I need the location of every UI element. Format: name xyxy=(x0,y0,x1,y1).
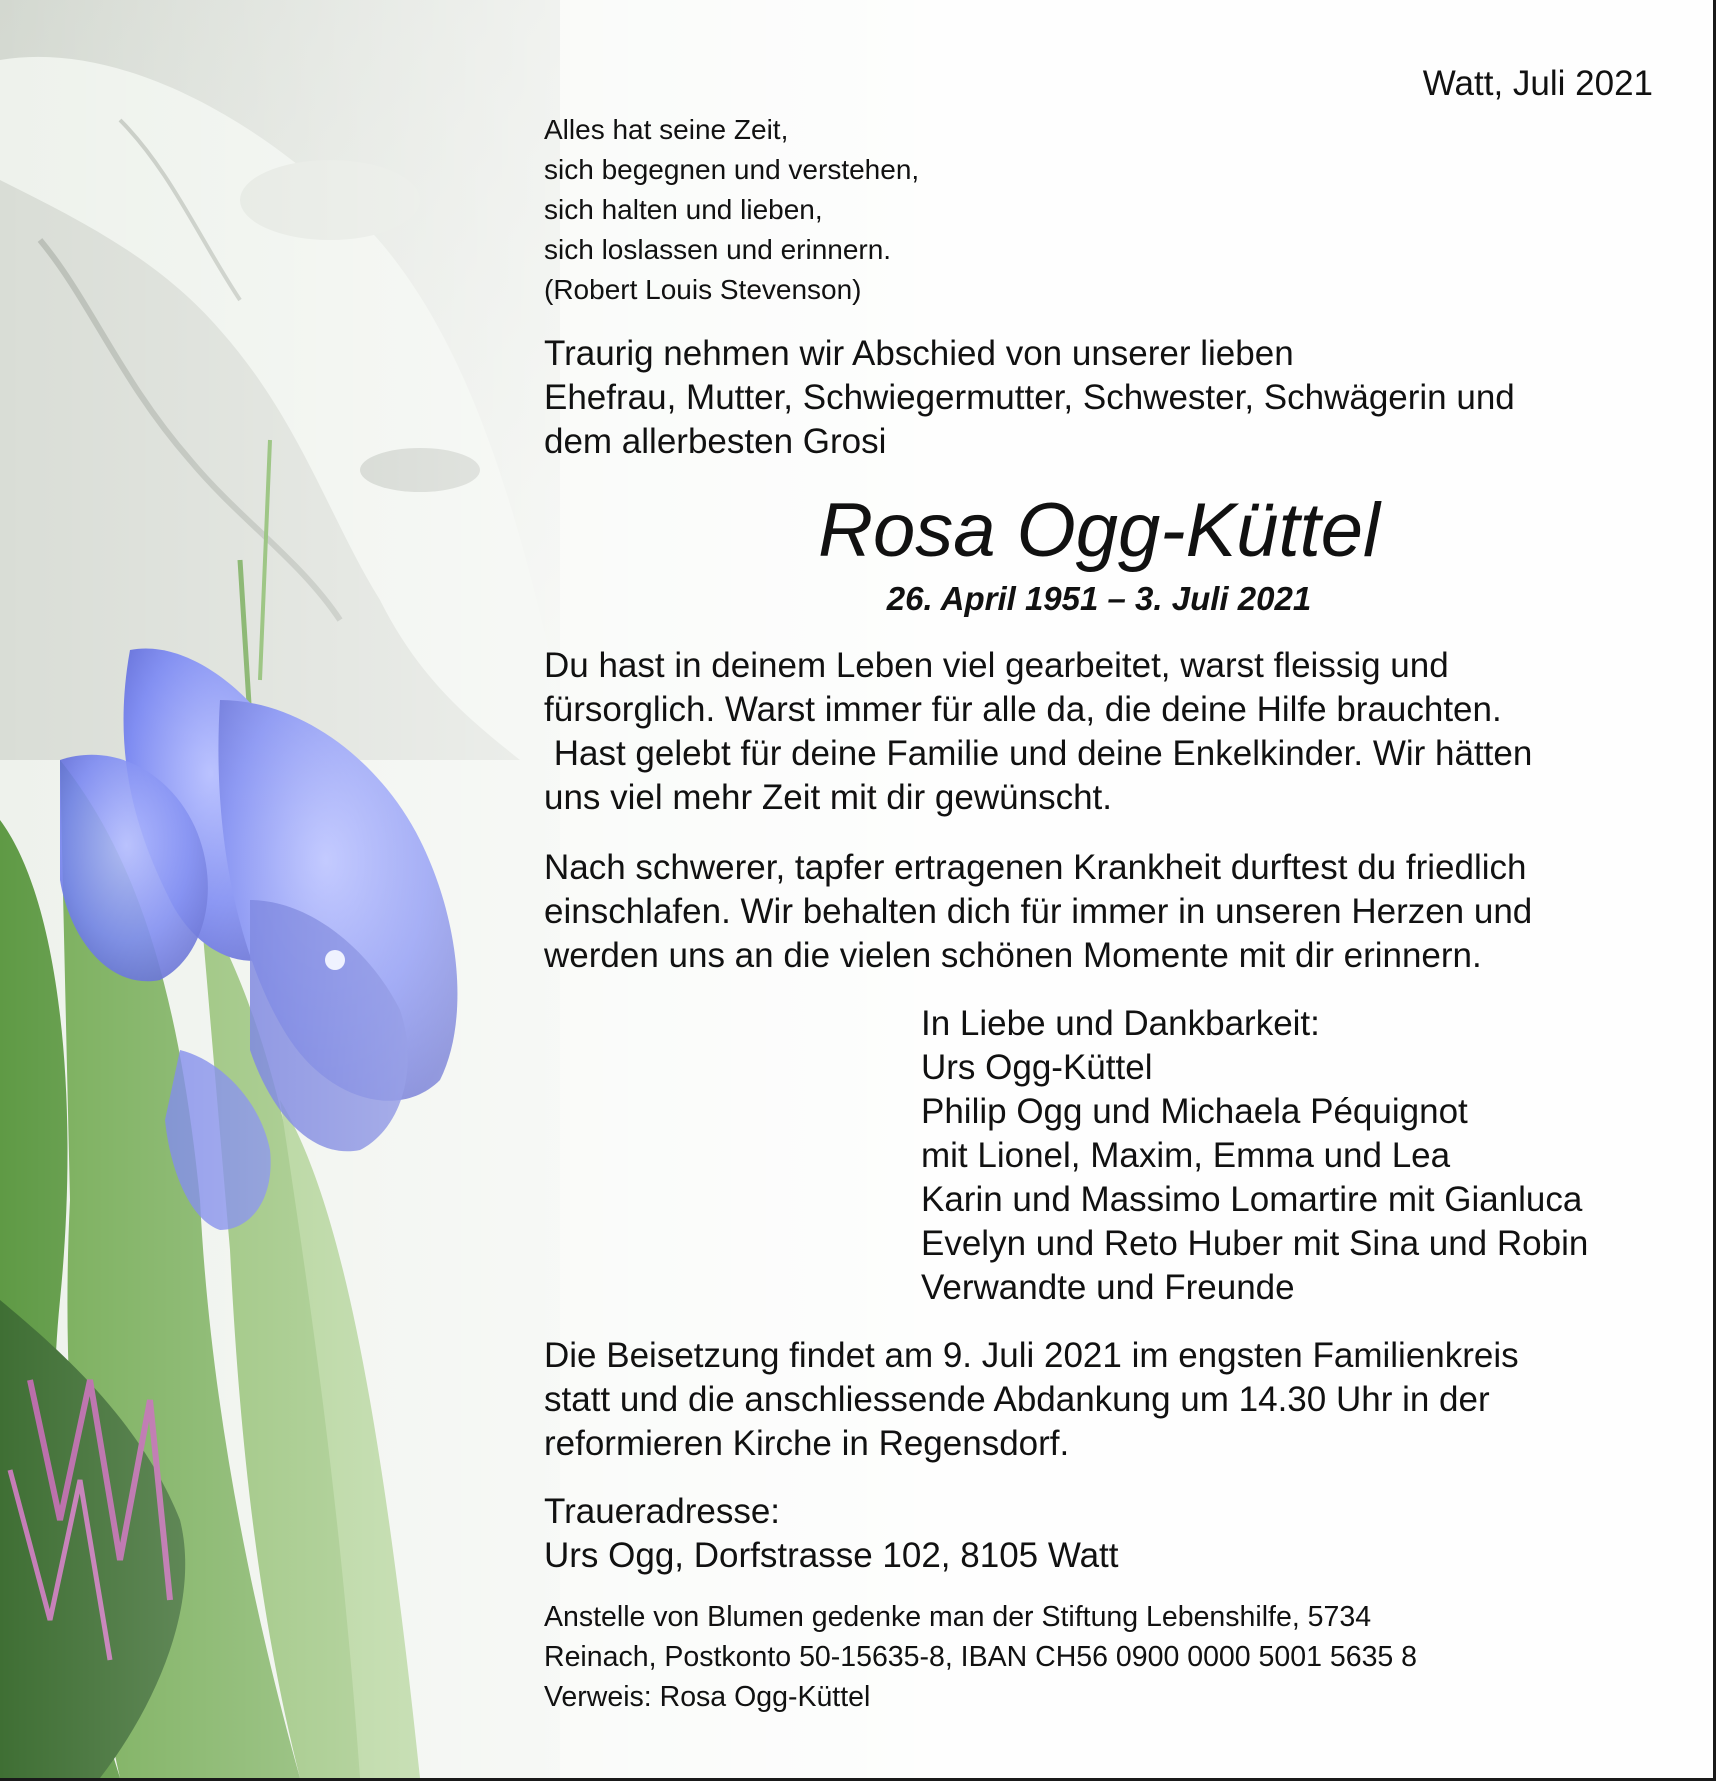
tribute-paragraph xyxy=(544,644,1664,820)
tribute-line: fürsorglich. Warst immer für alle da, die deine Hilfe brauchten. xyxy=(544,690,1502,729)
intro-line: Traurig nehmen wir Abschied von unserer lieben xyxy=(544,334,1294,373)
intro-line: dem allerbesten Grosi xyxy=(544,422,887,461)
donation-note xyxy=(544,1597,1417,1717)
poem-quote xyxy=(544,110,919,310)
funeral-line: Die Beisetzung findet am 9. Juli 2021 im engsten Familienkreis xyxy=(544,1336,1519,1375)
passing-line: einschlafen. Wir behalten dich für immer in unseren Herzen und xyxy=(544,892,1533,931)
intro-paragraph xyxy=(544,332,1664,464)
address-value: Urs Ogg, Dorfstrasse 102, 8105 Watt xyxy=(544,1536,1119,1575)
mourner-entry: Karin und Massimo Lomartire mit Gianluca xyxy=(921,1180,1583,1219)
passing-paragraph xyxy=(544,846,1664,978)
poem-line: Alles hat seine Zeit, xyxy=(544,114,789,145)
poem-line: sich halten und lieben, xyxy=(544,194,823,225)
poem-line: sich loslassen und erinnern. xyxy=(544,234,892,265)
mourner-entry: Verwandte und Freunde xyxy=(921,1268,1295,1307)
mourner-entry: Philip Ogg und Michaela Péquignot xyxy=(921,1092,1468,1131)
mourner-entry: Urs Ogg-Küttel xyxy=(921,1048,1153,1087)
tribute-line: uns viel mehr Zeit mit dir gewünscht. xyxy=(544,778,1112,817)
donation-line: Anstelle von Blumen gedenke man der Stiftung Lebenshilfe, 5734 xyxy=(544,1601,1372,1633)
mourning-address xyxy=(544,1490,1664,1578)
mourner-entry: Evelyn und Reto Huber mit Sina und Robin xyxy=(921,1224,1589,1263)
passing-line: werden uns an die vielen schönen Momente mit dir erinnern. xyxy=(544,936,1482,975)
funeral-paragraph xyxy=(544,1334,1664,1466)
poem-line: sich begegnen und verstehen, xyxy=(544,154,920,185)
mourner-entry: mit Lionel, Maxim, Emma und Lea xyxy=(921,1136,1451,1175)
place-and-date: Watt, Juli 2021 xyxy=(1422,64,1653,103)
mourners-list xyxy=(921,1002,1588,1310)
funeral-line: reformieren Kirche in Regensdorf. xyxy=(544,1424,1070,1463)
intro-line: Ehefrau, Mutter, Schwiegermutter, Schwester, Schwägerin und xyxy=(544,378,1515,417)
poem-author: (Robert Louis Stevenson) xyxy=(544,274,862,305)
life-dates: 26. April 1951 – 3. Juli 2021 xyxy=(886,580,1312,617)
donation-line: Reinach, Postkonto 50-15635-8, IBAN CH56 0900 0000 5001 5635 8 xyxy=(544,1641,1418,1673)
deceased-name: Rosa Ogg-Küttel xyxy=(818,488,1380,573)
funeral-line: statt und die anschliessende Abdankung um 14.30 Uhr in der xyxy=(544,1380,1490,1419)
tribute-line: Du hast in deinem Leben viel gearbeitet, warst fleissig und xyxy=(544,646,1449,685)
mourners-heading: In Liebe und Dankbarkeit: xyxy=(921,1004,1320,1043)
address-label: Traueradresse: xyxy=(544,1492,781,1531)
donation-line: Verweis: Rosa Ogg-Küttel xyxy=(544,1681,871,1713)
passing-line: Nach schwerer, tapfer ertragenen Krankheit durftest du friedlich xyxy=(544,848,1527,887)
tribute-line: Hast gelebt für deine Familie und deine Enkelkinder. Wir hätten xyxy=(544,734,1533,773)
